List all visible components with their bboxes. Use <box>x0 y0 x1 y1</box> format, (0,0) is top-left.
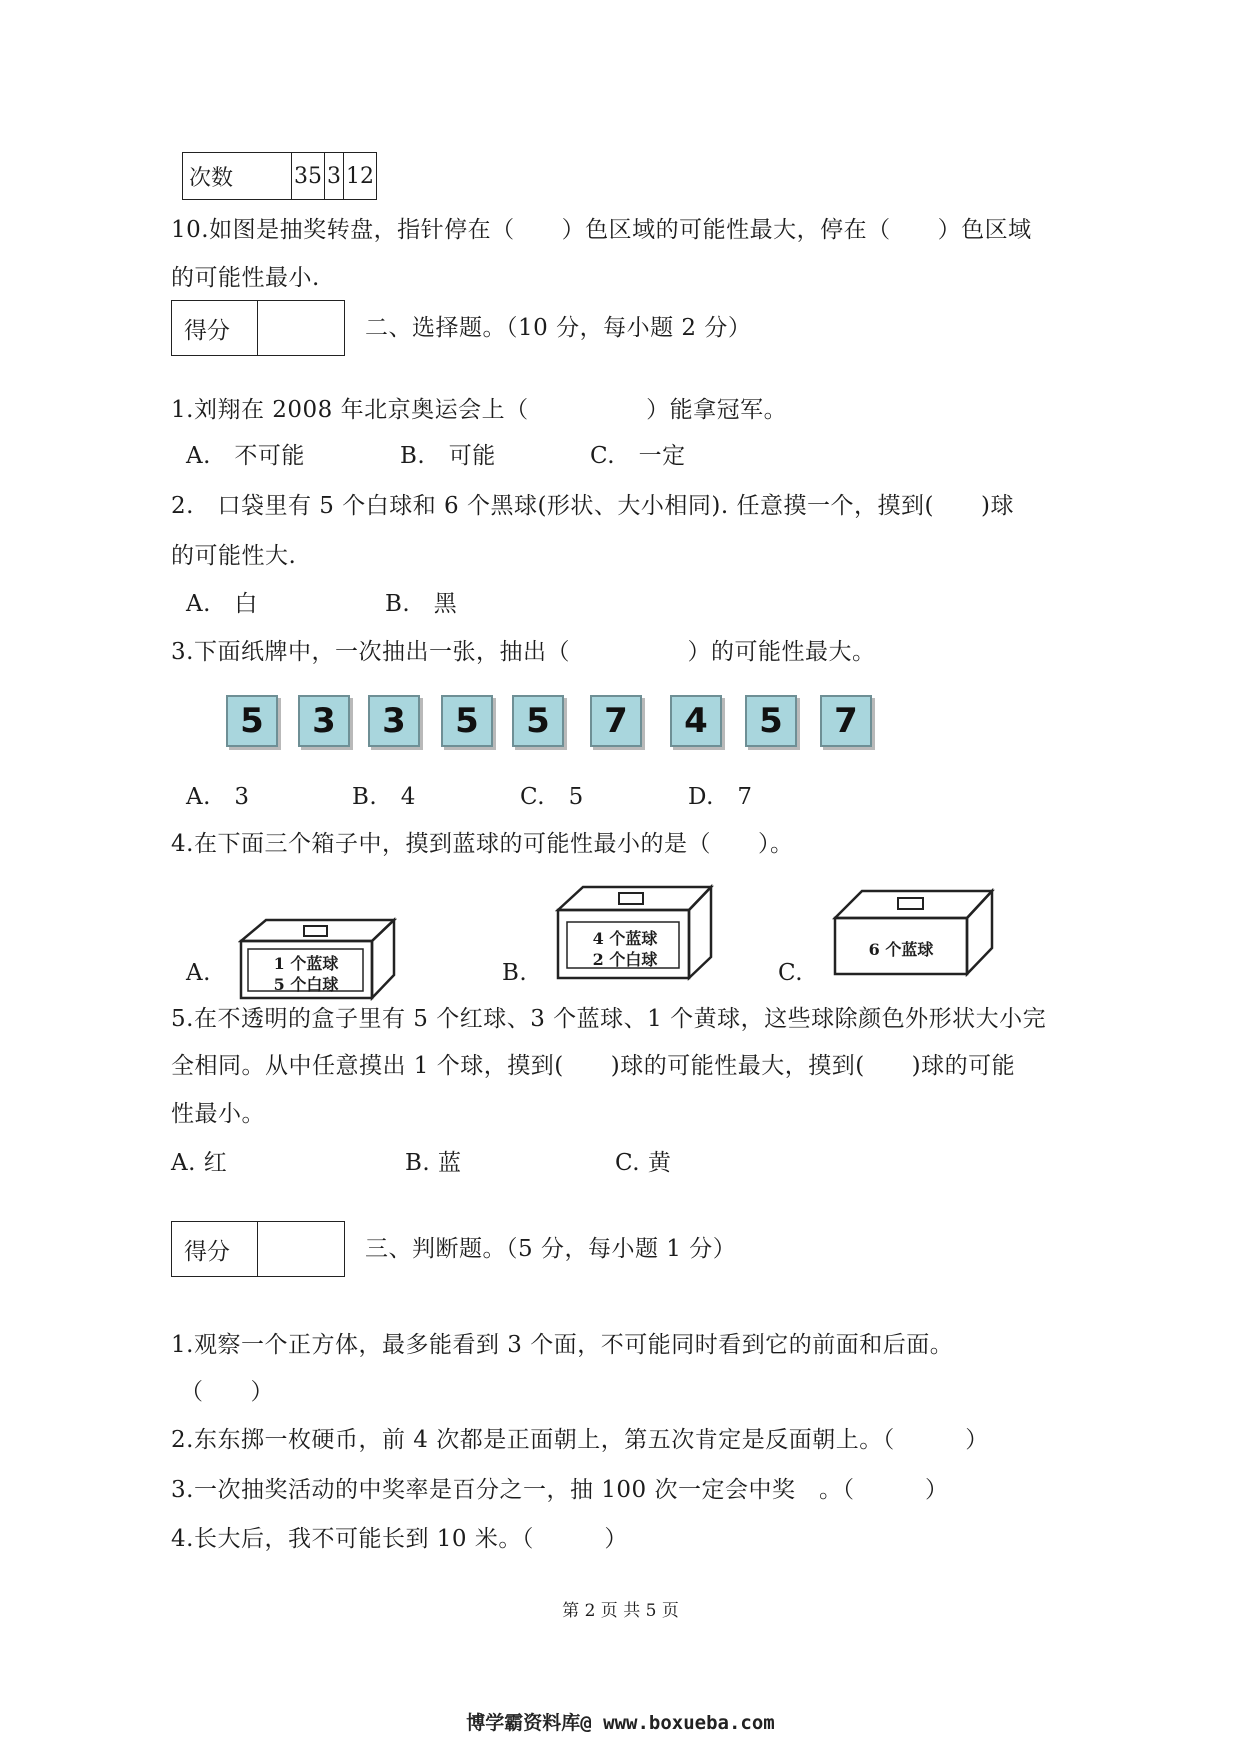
box-b-line2: 2 个白球 <box>592 950 658 969</box>
card: 5 <box>512 695 564 747</box>
table-row <box>183 153 377 200</box>
s2q5-line3: 性最小。 <box>171 1101 265 1127</box>
s2q5-line2: 全相同。从中任意摸出 1 个球，摸到( )球的可能性最大，摸到( )球的可能 <box>171 1053 1016 1079</box>
option: B. 可能 <box>400 443 496 469</box>
s2q4-text: 4.在下面三个箱子中，摸到蓝球的可能性最小的是（ ）。 <box>171 831 794 857</box>
s2q5-line1: 5.在不透明的盒子里有 5 个红球、3 个蓝球、1 个黄球，这些球除颜色外形状大小完 <box>171 1006 1047 1032</box>
page-number: 第 2 页 共 5 页 <box>562 1601 679 1621</box>
box-c-icon <box>832 888 997 978</box>
card: 5 <box>226 695 278 747</box>
table-cell: 12 <box>344 153 377 200</box>
option: B. 蓝 <box>405 1150 462 1176</box>
s2q2-line2: 的可能性大. <box>171 543 297 569</box>
s3q3-text: 3.一次抽奖活动的中奖率是百分之一，抽 100 次一定会中奖 。（ ） <box>171 1477 949 1503</box>
option: C. 一定 <box>590 443 686 469</box>
option: A. 红 <box>171 1150 228 1176</box>
card: 4 <box>670 695 722 747</box>
section3-title: 三、判断题。（5 分，每小题 1 分） <box>365 1236 737 1262</box>
score-box <box>171 300 345 356</box>
score-blank <box>258 301 344 355</box>
option: B. 4 <box>352 784 416 810</box>
card: 7 <box>590 695 642 747</box>
s3q4-text: 4.长大后，我不可能长到 10 米。（ ） <box>171 1526 628 1552</box>
table-label: 次数 <box>183 153 292 200</box>
option: A. 不可能 <box>186 443 305 469</box>
q10-line1: 10.如图是抽奖转盘，指针停在（ ）色区域的可能性最大，停在（ ）色区域 <box>171 217 1032 243</box>
card: 5 <box>441 695 493 747</box>
option: A. 3 <box>186 784 250 810</box>
s2q2-line1: 2. 口袋里有 5 个白球和 6 个黑球(形状、大小相同). 任意摸一个，摸到( )球 <box>171 493 1014 519</box>
option: C. 黄 <box>615 1150 672 1176</box>
score-label: 得分 <box>172 1222 258 1276</box>
box-c-line1: 6 个蓝球 <box>868 940 934 959</box>
q10-line2: 的可能性最小. <box>171 265 320 291</box>
option: A. <box>186 960 211 986</box>
table-cell: 35 <box>292 153 325 200</box>
section2-title: 二、选择题。（10 分，每小题 2 分） <box>365 315 752 341</box>
card: 3 <box>298 695 350 747</box>
s2q1-text: 1.刘翔在 2008 年北京奥运会上（ ）能拿冠军。 <box>171 397 788 423</box>
card: 5 <box>745 695 797 747</box>
card: 3 <box>368 695 420 747</box>
s3q1-text: 1.观察一个正方体，最多能看到 3 个面，不可能同时看到它的前面和后面。 <box>171 1332 954 1358</box>
box-a-line2: 5 个白球 <box>273 975 339 994</box>
s3q1-paren: （ ） <box>180 1379 274 1405</box>
score-blank <box>258 1222 344 1276</box>
watermark: 博学霸资料库@ www.boxueba.com <box>466 1712 775 1734</box>
table-cell: 3 <box>325 153 344 200</box>
option: B. 黑 <box>385 591 458 617</box>
s2q3-text: 3.下面纸牌中，一次抽出一张，抽出（ ）的可能性最大。 <box>171 639 876 665</box>
count-table <box>182 152 377 200</box>
box-b-line1: 4 个蓝球 <box>592 929 658 948</box>
score-box <box>171 1221 345 1277</box>
option: C. 5 <box>520 784 584 810</box>
option: B. <box>502 960 528 986</box>
option: C. <box>778 960 804 986</box>
option: A. 白 <box>186 591 258 617</box>
score-label: 得分 <box>172 301 258 355</box>
card: 7 <box>820 695 872 747</box>
option: D. 7 <box>688 784 753 810</box>
s3q2-text: 2.东东掷一枚硬币，前 4 次都是正面朝上，第五次肯定是反面朝上。（ ） <box>171 1427 989 1453</box>
box-a-line1: 1 个蓝球 <box>273 954 339 973</box>
